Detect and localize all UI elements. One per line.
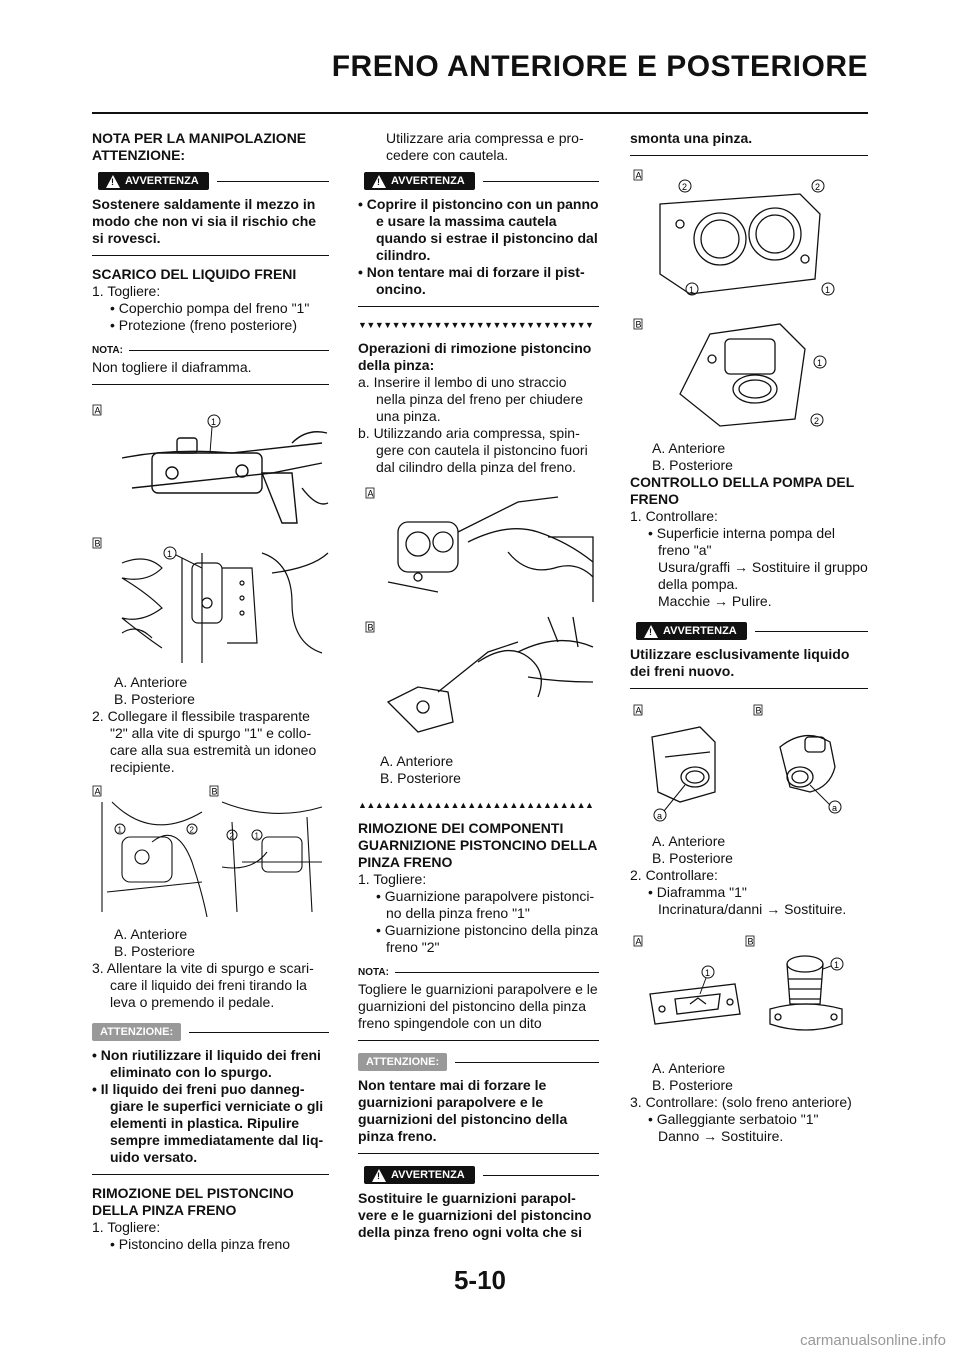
note-text: Togliere le guarnizioni parapolvere e le guarnizioni del pistoncino della pinza freno spingendole con un dito [358,981,598,1031]
figure-caption: B. Posteriore [652,850,733,866]
step: 1. Controllare: [630,508,718,524]
procedure-step: a. Inserire il lembo di uno straccio nella pinza del freno per chiudere una pinza. [358,374,584,424]
warning-triangle-icon: ! [372,175,386,188]
figure-master-cylinder [92,393,329,668]
figure-caption: B. Posteriore [652,457,733,473]
svg-text:2: 2 [815,182,821,192]
step-item: • Pistoncino della pinza freno [110,1236,291,1252]
figure-letter: B [94,538,101,549]
procedure-heading: Operazioni di rimozione pistoncino della pinza: [358,340,592,373]
procedure-start-marker: ▼▼▼▼▼▼▼▼▼▼▼▼▼▼▼▼▼▼▼▼▼▼▼▼▼▼▼▼ [358,320,594,330]
warning-triangle-icon: ! [106,175,120,188]
step: 2. Collegare il flessibile trasparente "2" alla vite di spurgo "1" e collocare alla sua estremità un idoneo recipiente. [92,708,317,775]
figure-letter: B [755,705,762,716]
column-2 [358,130,599,1241]
caution-badge: ATTENZIONE: [92,1023,181,1041]
warning-header [358,1166,599,1184]
column-3 [630,130,868,1145]
figure-piston-removal [358,482,599,747]
svg-text:2: 2 [682,182,688,192]
section-heading: RIMOZIONE DEI COMPONENTI GUARNIZIONE PISTONCINO DELLA PINZA FRENO [358,820,597,870]
warning-text: Sostituire le guarnizioni parapolvere e le guarnizioni del pistoncino della pinza freno ogni volta che si [358,1190,592,1240]
figure-letter: A [94,405,101,416]
svg-text:1: 1 [254,831,259,841]
step: 2. Controllare: [630,867,718,883]
step-detail: Macchie → Pulire. [658,593,772,609]
figure-caption: A. Anteriore [652,833,726,849]
svg-text:1: 1 [211,417,217,427]
svg-text:1: 1 [705,968,711,978]
svg-text:2: 2 [189,825,194,835]
warning-badge: ! AVVERTENZA [636,622,747,640]
section-heading: SCARICO DEL LIQUIDO FRENI [92,266,297,282]
step-item: • Guarnizione parapolvere pistoncino della pinza freno "1" [376,888,595,921]
step-item: • Superficie interna pompa del freno "a" [648,525,836,558]
procedure-end-marker: ▲▲▲▲▲▲▲▲▲▲▲▲▲▲▲▲▲▲▲▲▲▲▲▲▲▲▲▲ [358,800,594,810]
column-1 [92,130,329,1253]
arrow-icon: → [766,901,781,917]
note-text: Non togliere il diaframma. [92,359,252,375]
figure-letter: B [635,319,642,330]
svg-text:1: 1 [167,549,173,559]
arrow-icon: → [734,559,748,575]
figure-letter: A [367,488,374,499]
svg-text:1: 1 [825,285,831,295]
warning-badge: ! AVVERTENZA [364,172,475,190]
figure-caption: B. Posteriore [114,691,195,707]
note-header: NOTA: [92,342,329,359]
caution-text: Non tentare mai di forzare le guarnizioni parapolvere e le guarnizioni del pistoncino della pinza freno. [358,1077,568,1144]
caution-item: • Il liquido dei freni puo danneggiare le superfici verniciate o gli elementi in plastica. Ripulire sempre immediatamente dal liquido versato. [92,1081,324,1165]
svg-text:1: 1 [117,825,122,835]
figure-caption: A. Anteriore [114,674,188,690]
note-header: NOTA: [358,964,599,981]
svg-text:1: 1 [689,285,695,295]
figure-caption: A. Anteriore [652,440,726,456]
warning-triangle-icon: ! [644,625,658,638]
step-item: • Galleggiante serbatoio "1" [648,1111,819,1127]
step: 3. Controllare: (solo freno anteriore) [630,1094,852,1110]
figure-bleed-screw [92,782,329,920]
section-heading: CONTROLLO DELLA POMPA DEL FRENO [630,474,854,507]
warning-item: • Non tentare mai di forzare il pistoncino. [358,264,585,297]
step-item: • Guarnizione pistoncino della pinza freno "2" [376,922,599,955]
step: 1. Togliere: [92,1219,161,1235]
step-detail: Danno → Sostituire. [658,1128,784,1144]
figure-caption: B. Posteriore [114,943,195,959]
svg-text:a: a [657,811,663,821]
warning-header [92,172,329,190]
warning-badge: ! AVVERTENZA [98,172,209,190]
procedure-step: b. Utilizzando aria compressa, spingere con cautela il pistoncino fuori dal cilindro della pinza del freno. [358,425,588,475]
warning-triangle-icon: ! [372,1169,386,1182]
step-item: • Coperchio pompa del freno "1" [110,300,310,316]
figure-caption: A. Anteriore [380,753,454,769]
warning-header [630,622,868,640]
figure-caliper-seals [630,164,868,434]
step: 1. Togliere: [358,871,427,887]
figure-letter: B [367,622,374,633]
caution-badge: ATTENZIONE: [358,1053,447,1071]
svg-text:1: 1 [834,960,840,970]
figure-letter: A [94,786,101,797]
caution-item: • Non riutilizzare il liquido dei freni eliminato con lo spurgo. [92,1047,321,1080]
step: 1. Togliere: [92,283,161,299]
warning-item: • Coprire il pistoncino con un panno e usare la massima cautela quando si estrae il pistoncino dal cilindro. [358,196,599,263]
svg-text:2: 2 [229,831,234,841]
warning-text: Sostenere saldamente il mezzo in modo che non vi sia il rischio che si rovesci. [92,196,317,246]
step-detail: Usura/graffi → Sostituire il gruppo della pompa. [658,559,868,592]
figure-letter: A [635,705,642,716]
step-item: • Diaframma "1" [648,884,747,900]
warning-text: Utilizzare esclusivamente liquido dei freni nuovo. [630,646,850,679]
figure-master-cylinder-bodies [630,697,868,827]
continued-text: Utilizzare aria compressa e procedere con cautela. [386,130,584,163]
caution-header [92,1023,329,1041]
warning-header [358,172,599,190]
step-detail: Incrinatura/danni → Sostituire. [658,901,847,917]
svg-text:1: 1 [817,358,823,368]
page-title: FRENO ANTERIORE E POSTERIORE [331,50,868,83]
arrow-icon: → [714,593,729,609]
title-rule [92,112,868,114]
section-heading: NOTA PER LA MANIPOLAZIONE ATTENZIONE: [92,130,307,163]
figure-caption: B. Posteriore [652,1077,733,1093]
step-item: • Protezione (freno posteriore) [110,317,297,333]
figure-caption: A. Anteriore [114,926,188,942]
svg-text:2: 2 [814,416,820,426]
step: 3. Allentare la vite di spurgo e scaricare il liquido dei freni tirando la leva o premendo il pedale. [92,960,314,1010]
section-heading: RIMOZIONE DEL PISTONCINO DELLA PINZA FRENO [92,1185,294,1218]
warning-badge: ! AVVERTENZA [364,1166,475,1184]
watermark: carmanualsonline.info [800,1332,946,1349]
figure-caption: B. Posteriore [380,770,461,786]
caution-header [358,1053,599,1071]
figure-letter: A [635,170,642,181]
figure-letter: A [635,936,642,947]
figure-caption: A. Anteriore [652,1060,726,1076]
figure-diaphragm-float [630,924,868,1054]
warning-text-continued: smonta una pinza. [630,130,753,146]
arrow-icon: → [703,1128,718,1144]
svg-text:a: a [832,803,838,813]
figure-letter: B [747,936,754,947]
figure-letter: B [211,786,218,797]
page-number: 5-10 [453,1265,507,1295]
